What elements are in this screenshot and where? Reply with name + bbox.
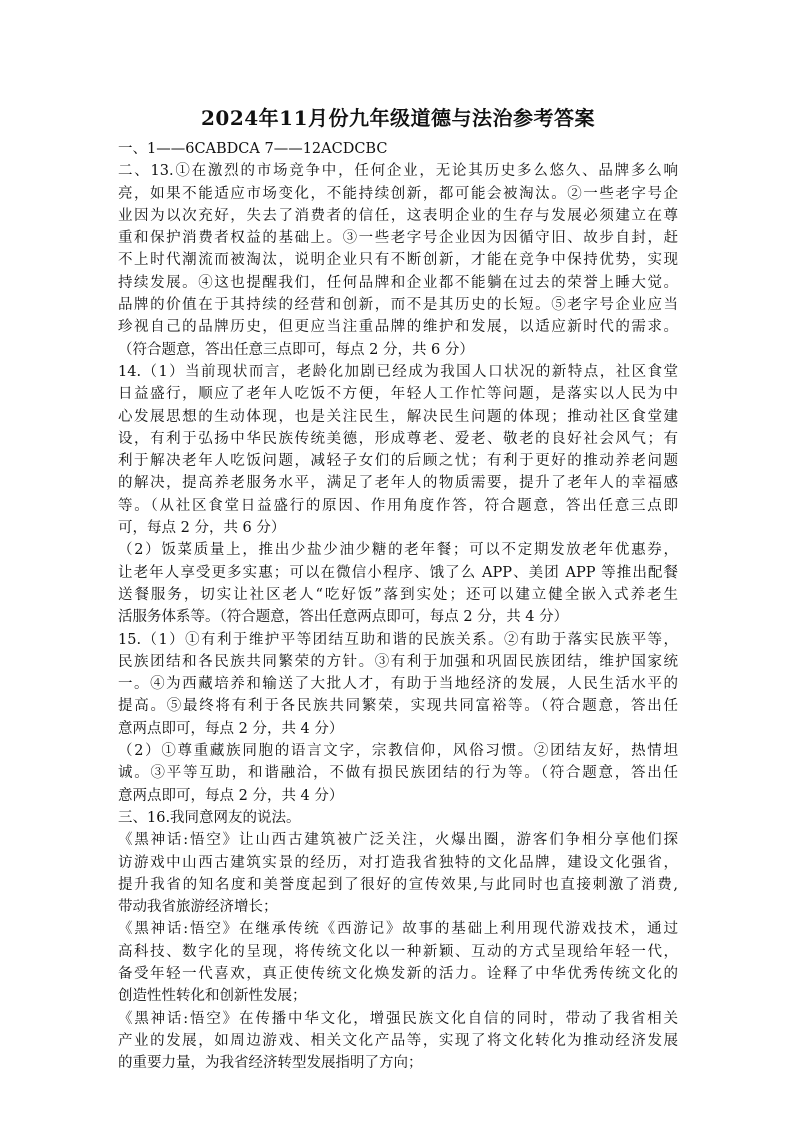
answer-line: 业因为以次充好，失去了消费者的信任，这表明企业的生存与发展必须建立在尊 [118,207,678,224]
answer-line: 重和保护消费者权益的基础上。③一些老字号企业因为因循守旧、故步自封，赶 [118,230,678,247]
answer-line: 的重要力量，为我省经济转型发展指明了方向； [118,1055,423,1072]
answer-line: 三、16.我同意网友的说法。 [118,809,301,826]
answer-line: 活服务体系等。（符合题意，答出任意两点即可，每点 2 分，共 4 分） [118,609,569,626]
answer-line: 创造性性转化和创新性发展； [118,988,307,1005]
answer-line: 意两点即可，每点 2 分，共 4 分） [118,720,344,737]
answer-line: 送餐服务，切实让社区老人“吃好饭”落到实处；还可以建立健全嵌入式养老生 [118,586,678,603]
answer-line: 访游戏中山西古建筑实景的经历，对打造我省独特的文化品牌，建设文化强省， [118,854,678,871]
answer-line: 高科技、数字化的呈现，将传统文化以一种新颖、互动的方式呈现给年轻一代， [118,943,678,960]
answer-line: 珍视自己的品牌历史，但更应当注重品牌的维护和发展，以适应新时代的需求。 [118,319,678,336]
answer-line: 品牌的价值在于其持续的经营和创新，而不是其历史的长短。⑤老字号企业应当 [118,297,678,314]
answer-line: 提高。⑤最终将有利于各民族共同繁荣，实现共同富裕等。（符合题意，答出任 [118,698,678,715]
answer-line: 提升我省的知名度和美誉度起到了很好的宣传效果,与此同时也直接刺激了消费, [118,876,678,893]
answer-line: 一、1——6CABDCA 7——12ACDCBC [118,141,388,157]
answer-line: 一。④为西藏培养和输送了大批人才，有助于当地经济的发展，人民生活水平的 [118,676,678,693]
answer-line: （符合题意，答出任意三点即可，每点 2 分，共 6 分） [118,341,474,358]
answer-line: 产业的发展，如周边游戏、相关文化产品等，实现了将文化转化为推动经济发展 [118,1032,678,1049]
answer-line: 带动我省旅游经济增长； [118,899,278,916]
answer-line: 利于解决老年人吃饭问题，减轻子女们的后顾之忧；有利于更好的推动养老问题 [118,453,678,470]
answer-line: 设，有利于弘扬中华民族传统美德，形成尊老、爱老、敬老的良好社会风气；有 [118,430,678,447]
answer-body [118,138,678,1074]
answer-sheet [118,104,678,1074]
answer-line: 可，每点 2 分，共 6 分） [118,520,286,537]
answer-line: 日益盛行，顺应了老年人吃饭不方便，年轻人工作忙等问题，是落实以人民为中 [118,386,678,403]
answer-line: 等。（从社区食堂日益盛行的原因、作用角度作答，符合题意，答出任意三点即 [118,497,678,514]
answer-line: 心发展思想的生动体现，也是关注民生，解决民生问题的体现；推动社区食堂建 [118,408,678,425]
answer-line: 民族团结和各民族共同繁荣的方针。③有利于加强和巩固民族团结，维护国家统 [118,653,678,670]
answer-line: 《黑神话:悟空》在继承传统《西游记》故事的基础上利用现代游戏技术，通过 [118,921,678,938]
answer-line: （2）①尊重藏族同胞的语言文字，宗教信仰，风俗习惯。②团结友好，热情坦 [118,743,678,760]
answer-line: 14.（1）当前现状而言，老龄化加剧已经成为我国人口状况的新特点，社区食堂 [118,363,678,380]
answer-line: 《黑神话:悟空》让山西古建筑被广泛关注，火爆出圈，游客们争相分享他们探 [118,832,678,849]
answer-line: 诚。③平等互助，和谐融洽，不做有损民族团结的行为等。（符合题意，答出任 [118,765,678,782]
answer-line: 持续发展。④这也提醒我们，任何品牌和企业都不能躺在过去的荣誉上睡大觉。 [118,274,678,291]
answer-line: 15.（1）①有利于维护平等团结互助和谐的民族关系。②有助于落实民族平等， [118,631,678,648]
answer-line: 意两点即可，每点 2 分，共 4 分） [118,787,344,804]
answer-line: 备受年轻一代喜欢，真正使传统文化焕发新的活力。诠释了中华优秀传统文化的 [118,965,678,982]
answer-line: 不上时代潮流而被淘汰，说明企业只有不断创新，才能在竞争中保持优势，实现 [118,252,678,269]
page-title: 2024年11月份九年级道德与法治参考答案 [201,106,595,130]
answer-line: 二、13.①在激烈的市场竞争中，任何企业，无论其历史多么悠久、品牌多么响 [118,163,678,180]
answer-line: 的解决，提高养老服务水平，满足了老年人的物质需要，提升了老年人的幸福感 [118,475,678,492]
answer-line: （2）饭菜质量上，推出少盐少油少糖的老年餐；可以不定期发放老年优惠券， [118,542,678,559]
answer-line: 让老年人享受更多实惠；可以在微信小程序、饿了么 APP、美团 APP 等推出配餐 [118,564,678,581]
answer-line: 《黑神话:悟空》在传播中华文化，增强民族文化自信的同时，带动了我省相关 [118,1010,678,1027]
answer-line: 亮，如果不能适应市场变化，不能持续创新，都可能会被淘汰。②一些老字号企 [118,185,678,202]
